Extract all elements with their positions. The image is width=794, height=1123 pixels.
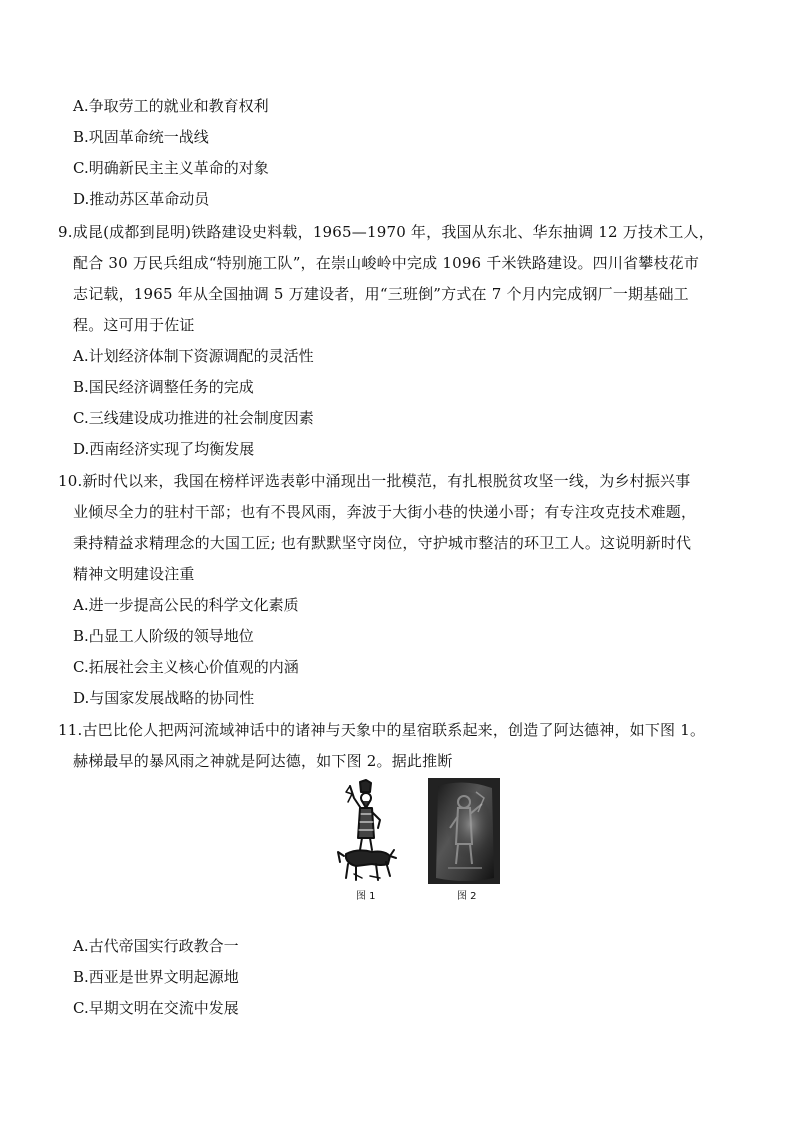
q8-option-d[interactable]: D.推动苏区革命动员 <box>73 190 210 208</box>
figure-1-caption: 图 1 <box>356 891 376 902</box>
q10-stem-line-3: 秉持精益求精理念的大国工匠; 也有默默坚守岗位，守护城市整洁的环卫工人。这说明新时代 <box>73 534 692 552</box>
q9-option-c[interactable]: C.三线建设成功推进的社会制度因素 <box>73 409 314 427</box>
q10-option-b[interactable]: B.凸显工人阶级的领导地位 <box>73 627 254 645</box>
q10-stem-line-1: 10.新时代以来，我国在榜样评选表彰中涌现出一批模范，有扎根脱贫攻坚一线，为乡村振兴事 <box>58 472 691 490</box>
q9-option-d[interactable]: D.西南经济实现了均衡发展 <box>73 440 255 458</box>
q8-option-b[interactable]: B.巩固革命统一战线 <box>73 128 209 146</box>
q9-stem-line-1: 9.成昆(成都到昆明)铁路建设史料载，1965—1970 年，我国从东北、华东抽调 12 万技术工人， <box>58 223 714 241</box>
adad-god-drawing <box>336 778 398 886</box>
q11-stem-line-1: 11.古巴比伦人把两河流域神话中的诸神与天象中的星宿联系起来，创造了阿达德神，如下图 1。 <box>58 721 706 739</box>
q9-stem-line-4: 程。这可用于佐证 <box>73 316 195 334</box>
figure-2-caption: 图 2 <box>457 891 477 902</box>
q9-stem-line-2: 配合 30 万民兵组成“特别施工队”，在崇山峻岭中完成 1096 千米铁路建设。四川省攀枝花市 <box>73 254 700 272</box>
q8-option-a[interactable]: A.争取劳工的就业和教育权利 <box>73 97 269 115</box>
q10-option-c[interactable]: C.拓展社会主义核心价值观的内涵 <box>73 658 299 676</box>
q8-option-c[interactable]: C.明确新民主主义革命的对象 <box>73 159 269 177</box>
q10-option-a[interactable]: A.进一步提高公民的科学文化素质 <box>73 596 299 614</box>
q10-option-d[interactable]: D.与国家发展战略的协同性 <box>73 689 255 707</box>
q9-stem-line-3: 志记载，1965 年从全国抽调 5 万建设者，用“三班倒”方式在 7 个月内完成钢厂一期基础工 <box>73 285 689 303</box>
q10-stem-line-2: 业倾尽全力的驻村干部；也有不畏风雨，奔波于大街小巷的快递小哥；有专注攻克技术难题， <box>73 503 697 521</box>
storm-god-stele-photo <box>428 778 500 884</box>
q9-option-a[interactable]: A.计划经济体制下资源调配的灵活性 <box>73 347 314 365</box>
q10-stem-line-4: 精神文明建设注重 <box>73 565 195 583</box>
q11-stem-line-2: 赫梯最早的暴风雨之神就是阿达德，如下图 2。据此推断 <box>73 752 453 770</box>
q9-option-b[interactable]: B.国民经济调整任务的完成 <box>73 378 254 396</box>
q11-option-c[interactable]: C.早期文明在交流中发展 <box>73 999 239 1017</box>
q11-option-b[interactable]: B.西亚是世界文明起源地 <box>73 968 239 986</box>
q11-option-a[interactable]: A.古代帝国实行政教合一 <box>73 937 239 955</box>
